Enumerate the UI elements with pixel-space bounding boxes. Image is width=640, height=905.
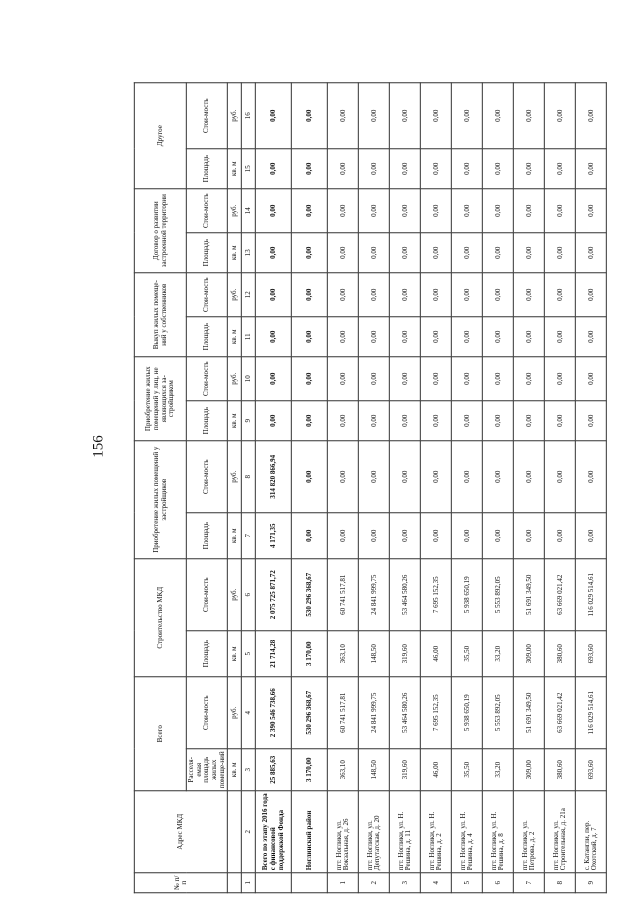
cell-o-area: 0,00 [483,149,514,189]
cell-b-area: 0,00 [328,317,359,357]
cell-o-area: 0,00 [256,149,292,189]
header-num: № п/п [134,873,227,893]
resettlement-table [134,82,607,893]
header-territory: Договор о развитии застроенной территории [134,189,186,273]
cell-d-cost: 0,00 [576,441,607,513]
cell-t-area: 0,00 [359,233,390,273]
cell-o-area: 0,00 [452,149,483,189]
cell-n-cost: 0,00 [576,357,607,401]
cell-n-area: 0,00 [545,401,576,441]
cell-settled: 33,20 [483,749,514,791]
cell-c-cost: 60 741 517,81 [328,559,359,631]
cell-address: пгт. Ноглики, ул. Депутатская, д. 20 [359,791,390,873]
cell-n-cost: 0,00 [514,357,545,401]
cell-c-area: 693,60 [576,631,607,677]
header-address: Адрес МКД [134,791,227,873]
cell-c-area: 363,10 [328,631,359,677]
cell-o-cost: 0,00 [256,83,292,149]
cell-c-area: 380,60 [545,631,576,677]
cell-b-cost: 0,00 [359,273,390,317]
cell-d-area: 0,00 [514,513,545,559]
cell-b-area: 0,00 [483,317,514,357]
cell-b-cost: 0,00 [292,273,328,317]
district-row [292,83,328,893]
cell-total-cost: 63 669 021,42 [545,677,576,749]
cell-t-area: 0,00 [328,233,359,273]
column-number: 11 [242,317,256,357]
unit-cell: руб. [228,677,242,749]
cell-o-area: 0,00 [421,149,452,189]
cell-settled: 363,10 [328,749,359,791]
cell-total-cost: 51 691 349,50 [514,677,545,749]
cell-t-cost: 0,00 [328,189,359,233]
cell-c-cost: 24 841 999,75 [359,559,390,631]
cell-d-area: 0,00 [483,513,514,559]
cell-t-area: 0,00 [514,233,545,273]
cell-o-cost: 0,00 [576,83,607,149]
cell-o-cost: 0,00 [292,83,328,149]
column-number: 14 [242,189,256,233]
table-body [256,83,607,893]
header-c-cost: Стои-мость [186,559,227,631]
table-row [390,83,421,893]
cell-address: пгт. Ноглики, ул. Петрова, д. 2 [514,791,545,873]
cell-num [256,873,292,893]
cell-total-cost: 5 553 892,05 [483,677,514,749]
column-number: 15 [242,149,256,189]
cell-b-area: 0,00 [545,317,576,357]
cell-address: пгт. Ноглики, ул. Вокзальная, д. 26 [328,791,359,873]
header-o-area: Площадь [186,149,227,189]
cell-n-cost: 0,00 [328,357,359,401]
cell-b-area: 0,00 [576,317,607,357]
cell-n-cost: 0,00 [390,357,421,401]
cell-d-cost: 314 820 866,94 [256,441,292,513]
cell-n-area: 0,00 [390,401,421,441]
cell-num: 2 [359,873,390,893]
header-total: Всего [134,677,186,791]
header-t-area: Площадь [186,233,227,273]
cell-c-area: 46,00 [421,631,452,677]
cell-b-area: 0,00 [292,317,328,357]
column-number: 13 [242,233,256,273]
cell-c-area: 3 170,00 [292,631,328,677]
column-number: 9 [242,401,256,441]
cell-num: 3 [390,873,421,893]
table-row [514,83,545,893]
cell-b-cost: 0,00 [514,273,545,317]
unit-cell: руб. [228,559,242,631]
total-row [256,83,292,893]
cell-num: 7 [514,873,545,893]
cell-num: 1 [328,873,359,893]
cell-b-cost: 0,00 [328,273,359,317]
cell-d-cost: 0,00 [514,441,545,513]
cell-d-cost: 0,00 [421,441,452,513]
cell-total-cost: 60 741 517,81 [328,677,359,749]
header-b-cost: Стои-мость [186,273,227,317]
cell-d-area: 0,00 [576,513,607,559]
cell-b-cost: 0,00 [421,273,452,317]
cell-num: 5 [452,873,483,893]
cell-o-cost: 0,00 [390,83,421,149]
cell-num [292,873,328,893]
cell-b-cost: 0,00 [452,273,483,317]
cell-b-cost: 0,00 [545,273,576,317]
cell-b-area: 0,00 [421,317,452,357]
header-t-cost: Стои-мость [186,189,227,233]
cell-n-area: 0,00 [359,401,390,441]
cell-o-cost: 0,00 [514,83,545,149]
cell-c-area: 35,50 [452,631,483,677]
cell-t-area: 0,00 [390,233,421,273]
cell-total-cost: 116 029 514,61 [576,677,607,749]
cell-t-cost: 0,00 [390,189,421,233]
cell-t-area: 0,00 [483,233,514,273]
column-number: 6 [242,559,256,631]
cell-settled: 148,50 [359,749,390,791]
unit-cell: кв. м [228,317,242,357]
cell-n-cost: 0,00 [292,357,328,401]
cell-c-cost: 5 553 892,05 [483,559,514,631]
cell-o-cost: 0,00 [545,83,576,149]
cell-o-area: 0,00 [359,149,390,189]
cell-d-cost: 0,00 [359,441,390,513]
table-row [545,83,576,893]
cell-total-cost: 7 695 152,35 [421,677,452,749]
cell-settled: 25 885,63 [256,749,292,791]
cell-d-area: 4 171,35 [256,513,292,559]
cell-n-cost: 0,00 [452,357,483,401]
cell-c-area: 33,20 [483,631,514,677]
cell-d-cost: 0,00 [483,441,514,513]
cell-b-cost: 0,00 [576,273,607,317]
header-c-area: Площадь [186,631,227,677]
column-number: 4 [242,677,256,749]
header-b-area: Площадь [186,317,227,357]
header-n-cost: Стои-мость [186,357,227,401]
cell-n-cost: 0,00 [256,357,292,401]
cell-total-cost: 24 841 999,75 [359,677,390,749]
cell-t-cost: 0,00 [292,189,328,233]
unit-cell [228,791,242,873]
cell-d-area: 0,00 [328,513,359,559]
cell-d-cost: 0,00 [545,441,576,513]
unit-cell: руб. [228,441,242,513]
cell-address: пгт. Ноглики, ул. Н. Решина, д. 2 [421,791,452,873]
cell-b-area: 0,00 [359,317,390,357]
cell-b-area: 0,00 [514,317,545,357]
cell-o-area: 0,00 [292,149,328,189]
cell-c-area: 148,50 [359,631,390,677]
cell-total-cost: 5 938 650,19 [452,677,483,749]
cell-address: Всего по этапу 2016 года с финансовой поддержкой Фонда [256,791,292,873]
table-row [328,83,359,893]
unit-cell: руб. [228,273,242,317]
table-row [452,83,483,893]
cell-o-cost: 0,00 [452,83,483,149]
unit-cell: руб. [228,357,242,401]
unit-cell: кв. м [228,631,242,677]
cell-settled: 693,60 [576,749,607,791]
cell-t-area: 0,00 [452,233,483,273]
cell-num: 8 [545,873,576,893]
cell-c-cost: 116 029 514,61 [576,559,607,631]
cell-o-area: 0,00 [514,149,545,189]
cell-c-cost: 2 075 725 871,72 [256,559,292,631]
cell-o-area: 0,00 [328,149,359,189]
cell-settled: 319,60 [390,749,421,791]
unit-cell: кв. м [228,401,242,441]
header-o-cost: Стои-мость [186,83,227,149]
unit-cell: кв. м [228,749,242,791]
cell-c-cost: 53 464 580,26 [390,559,421,631]
cell-o-cost: 0,00 [328,83,359,149]
cell-t-cost: 0,00 [421,189,452,233]
cell-o-area: 0,00 [576,149,607,189]
table-row [359,83,390,893]
column-number: 16 [242,83,256,149]
cell-c-area: 309,00 [514,631,545,677]
table-header [134,83,255,893]
cell-o-cost: 0,00 [359,83,390,149]
header-d-area: Площадь [186,513,227,559]
cell-c-cost: 7 695 152,35 [421,559,452,631]
cell-n-cost: 0,00 [483,357,514,401]
column-number: 5 [242,631,256,677]
cell-n-area: 0,00 [483,401,514,441]
unit-cell: руб. [228,189,242,233]
unit-cell: руб. [228,83,242,149]
cell-d-cost: 0,00 [328,441,359,513]
cell-address: Ноглинский район [292,791,328,873]
column-number: 10 [242,357,256,401]
cell-n-area: 0,00 [514,401,545,441]
cell-settled: 380,60 [545,749,576,791]
cell-total-cost: 53 464 580,26 [390,677,421,749]
cell-d-area: 0,00 [390,513,421,559]
cell-c-cost: 51 691 349,50 [514,559,545,631]
cell-t-cost: 0,00 [514,189,545,233]
cell-b-cost: 0,00 [483,273,514,317]
cell-n-area: 0,00 [452,401,483,441]
header-buy-nondevelopers: Приобретение жилых помещений у лиц, не являющихся за-стройщиком [134,357,186,441]
cell-n-area: 0,00 [292,401,328,441]
header-total-cost: Стои-мость [186,677,227,749]
cell-n-cost: 0,00 [545,357,576,401]
unit-cell: кв. м [228,513,242,559]
header-settled-area: Расселя-емая площадь жилых помеще-ний [186,749,227,791]
cell-num: 4 [421,873,452,893]
cell-t-area: 0,00 [256,233,292,273]
cell-t-cost: 0,00 [452,189,483,233]
unit-cell: кв. м [228,149,242,189]
cell-d-area: 0,00 [359,513,390,559]
header-n-area: Площадь [186,401,227,441]
cell-n-cost: 0,00 [359,357,390,401]
column-number: 1 [242,873,256,893]
cell-b-area: 0,00 [390,317,421,357]
cell-address: с. Катангли, пер. Охотский, д. 7 [576,791,607,873]
cell-n-cost: 0,00 [421,357,452,401]
cell-o-cost: 0,00 [483,83,514,149]
cell-t-cost: 0,00 [359,189,390,233]
cell-o-area: 0,00 [545,149,576,189]
cell-n-area: 0,00 [328,401,359,441]
cell-c-cost: 63 669 021,42 [545,559,576,631]
cell-t-area: 0,00 [545,233,576,273]
cell-settled: 35,50 [452,749,483,791]
cell-c-cost: 530 296 368,67 [292,559,328,631]
cell-t-cost: 0,00 [545,189,576,233]
cell-o-area: 0,00 [390,149,421,189]
column-number: 2 [242,791,256,873]
cell-settled: 3 170,00 [292,749,328,791]
unit-cell: кв. м [228,233,242,273]
cell-c-cost: 5 938 650,19 [452,559,483,631]
table-row [576,83,607,893]
column-number: 8 [242,441,256,513]
cell-t-area: 0,00 [292,233,328,273]
table-row [483,83,514,893]
cell-c-area: 319,60 [390,631,421,677]
cell-b-area: 0,00 [256,317,292,357]
cell-t-cost: 0,00 [256,189,292,233]
column-number: 12 [242,273,256,317]
cell-settled: 309,00 [514,749,545,791]
cell-address: пгт. Ноглики, ул. Строительная, д. 21а [545,791,576,873]
cell-num: 9 [576,873,607,893]
header-construction: Строительство МКД [134,559,186,677]
cell-b-cost: 0,00 [390,273,421,317]
column-number: 7 [242,513,256,559]
cell-b-area: 0,00 [452,317,483,357]
cell-n-area: 0,00 [421,401,452,441]
header-d-cost: Стои-мость [186,441,227,513]
cell-o-cost: 0,00 [421,83,452,149]
cell-c-area: 21 714,28 [256,631,292,677]
cell-address: пгт. Ноглики, ул. Н. Решина, д. 11 [390,791,421,873]
page-number: 156 [90,435,107,458]
cell-address: пгт. Ноглики, ул. Н. Решина, д. 4 [452,791,483,873]
cell-num: 6 [483,873,514,893]
header-other: Другое [134,83,186,189]
table-row [421,83,452,893]
cell-d-cost: 0,00 [390,441,421,513]
cell-total-cost: 530 296 368,67 [292,677,328,749]
cell-total-cost: 2 390 546 738,66 [256,677,292,749]
cell-d-cost: 0,00 [452,441,483,513]
cell-d-area: 0,00 [292,513,328,559]
header-buy-developers: Приобретение жилых помещений у застройщиков [134,441,186,559]
unit-cell [228,873,242,893]
cell-t-area: 0,00 [421,233,452,273]
cell-b-cost: 0,00 [256,273,292,317]
cell-d-cost: 0,00 [292,441,328,513]
cell-t-cost: 0,00 [483,189,514,233]
cell-t-cost: 0,00 [576,189,607,233]
cell-d-area: 0,00 [421,513,452,559]
header-buyout: Выкуп жилых помеще-ний у собственников [134,273,186,357]
cell-t-area: 0,00 [576,233,607,273]
cell-n-area: 0,00 [576,401,607,441]
cell-settled: 46,00 [421,749,452,791]
column-number: 3 [242,749,256,791]
cell-d-area: 0,00 [452,513,483,559]
cell-d-area: 0,00 [545,513,576,559]
cell-address: пгт. Ноглики, ул. Н. Решина, д. 8 [483,791,514,873]
cell-n-area: 0,00 [256,401,292,441]
